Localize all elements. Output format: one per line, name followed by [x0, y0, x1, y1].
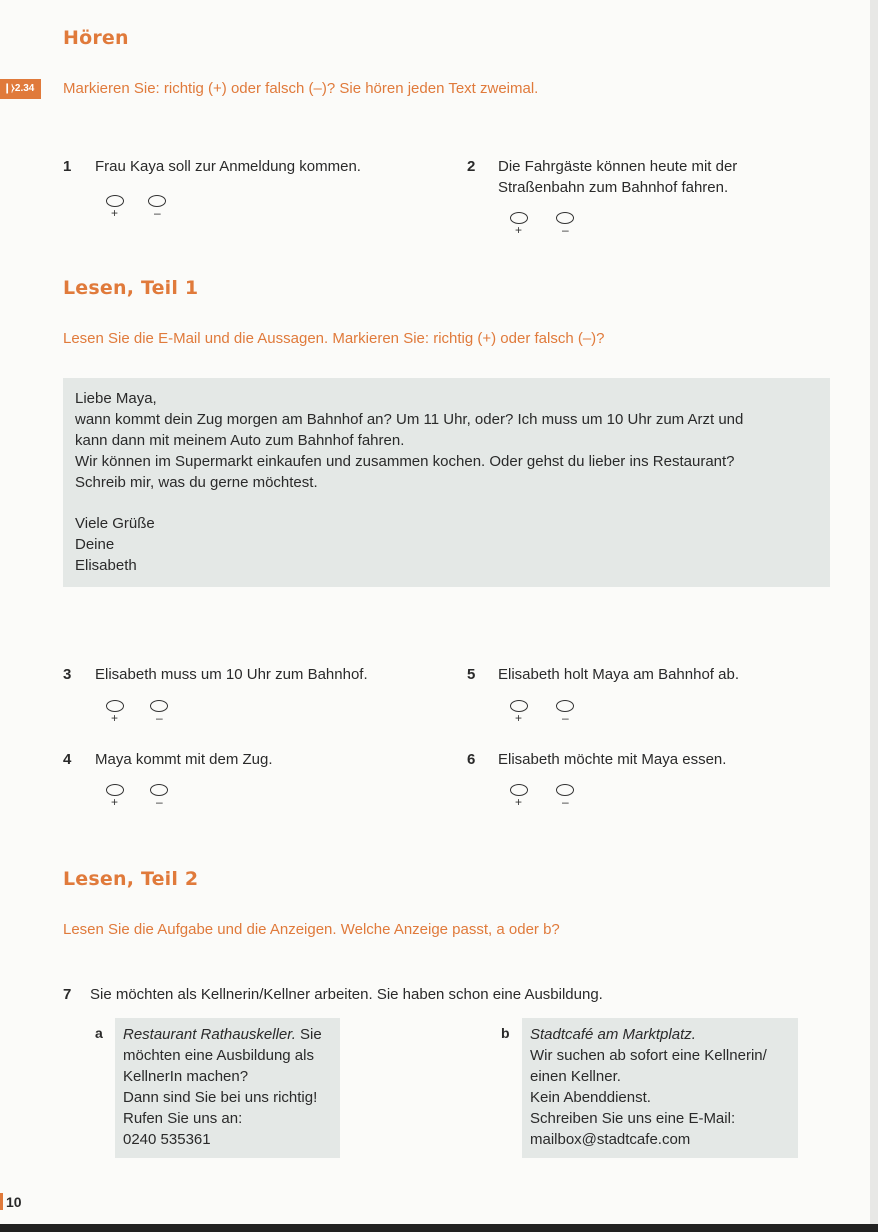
ad-name: Restaurant Rathauskeller.: [123, 1026, 296, 1043]
item-number: 5: [467, 666, 476, 683]
lesen2-instruction: Lesen Sie die Aufgabe und die Anzeigen. Welche Anzeige passt, a oder b?: [63, 921, 560, 938]
item-statement-line2: Straßenbahn zum Bahnhof fahren.: [498, 179, 729, 196]
item-number: 4: [63, 751, 72, 768]
page-edge: [870, 0, 878, 1224]
advertisement-a[interactable]: Restaurant Rathauskeller. Sie möchten eine Ausbildung als KellnerIn machen? Dann sind Sie bei uns richtig! Rufen Sie uns an: 0240 535361: [115, 1018, 340, 1158]
ad-line: Schreiben Sie uns eine E-Mail:: [530, 1110, 736, 1127]
section-title-hoeren: Hören: [63, 27, 129, 49]
item-statement: Elisabeth holt Maya am Bahnhof ab.: [498, 666, 739, 683]
email-box: [63, 378, 830, 587]
ad-line: KellnerIn machen?: [123, 1068, 249, 1085]
ad-letter-a: a: [95, 1025, 103, 1041]
email-closing: Viele Grüße: [75, 515, 155, 532]
email-greeting: Liebe Maya,: [75, 390, 157, 407]
item-number: 2: [467, 158, 476, 175]
item-statement: Die Fahrgäste können heute mit der: [498, 158, 738, 175]
true-false-choice[interactable]: + –: [510, 212, 570, 244]
true-false-choice[interactable]: + –: [106, 700, 166, 732]
page-number: 10: [6, 1194, 22, 1210]
item-statement: Elisabeth möchte mit Maya essen.: [498, 751, 727, 768]
item-number: 1: [63, 158, 72, 175]
true-false-choice[interactable]: + –: [510, 784, 570, 816]
ad-line: Dann sind Sie bei uns richtig!: [123, 1089, 318, 1106]
ad-name: Stadtcafé am Marktplatz.: [530, 1026, 696, 1043]
item-number: 3: [63, 666, 72, 683]
audio-track-badge[interactable]: ❙⧽2.34: [0, 79, 41, 99]
advertisement-b[interactable]: [522, 1018, 798, 1158]
ad-line: möchten eine Ausbildung als: [123, 1047, 314, 1064]
ad-line: Rufen Sie uns an:: [123, 1110, 243, 1127]
lesen1-instruction: Lesen Sie die E-Mail und die Aussagen. Markieren Sie: richtig (+) oder falsch (–)?: [63, 330, 605, 347]
ad-line: einen Kellner.: [530, 1068, 621, 1085]
page-marker-bar: [0, 1193, 3, 1210]
ad-letter-b: b: [501, 1025, 510, 1041]
item-statement: Frau Kaya soll zur Anmeldung kommen.: [95, 158, 361, 175]
email-signature: Elisabeth: [75, 557, 137, 574]
ad-line: Kein Abenddienst.: [530, 1089, 651, 1106]
email-closing: Deine: [75, 536, 115, 553]
item-statement: Elisabeth muss um 10 Uhr zum Bahnhof.: [95, 666, 368, 683]
ad-line: Wir suchen ab sofort eine Kellnerin/: [530, 1047, 767, 1064]
bottom-border: [0, 1224, 878, 1232]
item-number: 6: [467, 751, 476, 768]
email-line: kann dann mit meinem Auto zum Bahnhof fahren.: [75, 432, 405, 449]
true-false-choice[interactable]: + –: [106, 195, 166, 227]
true-false-choice[interactable]: + –: [106, 784, 166, 816]
speaker-icon: ❙⧽: [3, 83, 15, 94]
ad-phone: 0240 535361: [123, 1131, 211, 1148]
section-title-lesen-2: Lesen, Teil 2: [63, 868, 199, 890]
item-number: 7: [63, 986, 72, 1003]
ad-email: mailbox@stadtcafe.com: [530, 1131, 691, 1148]
email-line: Wir können im Supermarkt einkaufen und zusammen kochen. Oder gehst du lieber ins Restaurant?: [75, 453, 735, 470]
email-line: wann kommt dein Zug morgen am Bahnhof an? Um 11 Uhr, oder? Ich muss um 10 Uhr zum Arzt und: [75, 411, 744, 428]
task-statement: Sie möchten als Kellnerin/Kellner arbeiten. Sie haben schon eine Ausbildung.: [90, 986, 603, 1003]
true-false-choice[interactable]: + –: [510, 700, 570, 732]
item-statement: Maya kommt mit dem Zug.: [95, 751, 273, 768]
section-title-lesen-1: Lesen, Teil 1: [63, 277, 199, 299]
hoeren-instruction: Markieren Sie: richtig (+) oder falsch (–)? Sie hören jeden Text zweimal.: [63, 80, 539, 97]
email-line: Schreib mir, was du gerne möchtest.: [75, 474, 318, 491]
